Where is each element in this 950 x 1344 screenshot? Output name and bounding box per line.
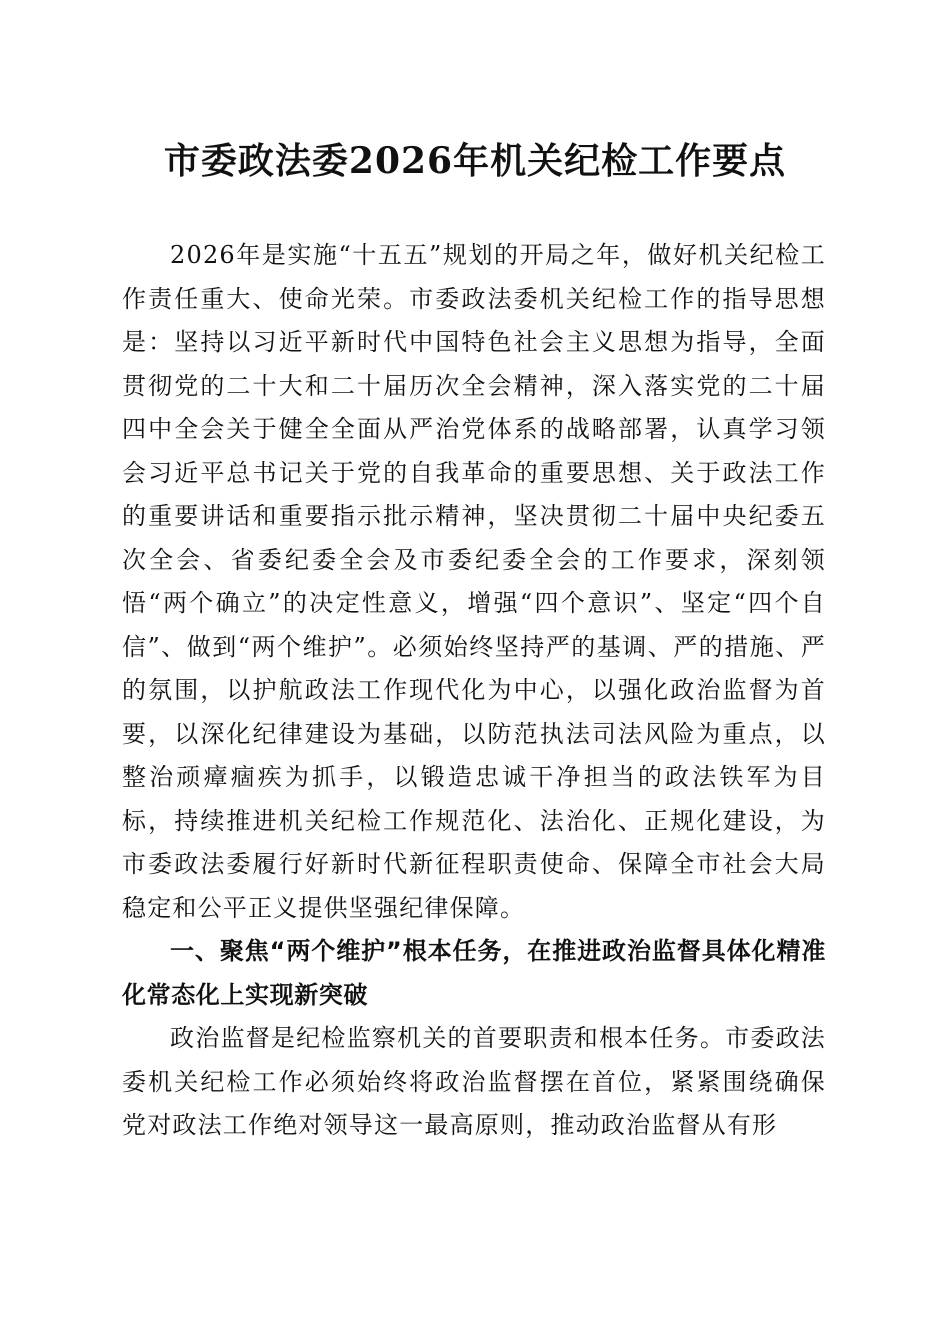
section-heading-1: 一、聚焦“两个维护”根本任务，在推进政治监督具体化精准化常态化上实现新突破 xyxy=(122,937,826,1009)
intro-paragraph: 2026年是实施“十五五”规划的开局之年，做好机关纪检工作责任重大、使命光荣。市委政法委机关纪检工作的指导思想是：坚持以习近平新时代中国特色社会主义思想为指导，全面贯彻党的二十大和二十届历次全会精神，深入落实党的二十届四中全会关于健全全面从严治党体系的战略部署，认真学习领会习近平总书记关于党的自我革命的重要思想、关于政法工作的重要讲话和重要指示批示精神，坚决贯彻二十届中央纪委五次全会、省委纪委全会及市委纪委全会的工作要求，深刻领悟“两个确立”的决定性意义，增强“四个意识”、坚定“四个自信”、做到“两个维护”。必须始终坚持严的基调、严的措施、严的氛围，以护航政法工作现代化为中心，以强化政治监督为首要，以深化纪律建设为基础，以防范执法司法风险为重点，以整治顽瘴痼疾为抓手，以锻造忠诚干净担当的政法铁军为目标，持续推进机关纪检工作规范化、法治化、正规化建设，为市委政法委履行好新时代新征程职责使命、保障全市社会大局稳定和公平正义提供坚强纪律保障。 xyxy=(122,241,826,922)
document-title: 市委政法委2026年机关纪检工作要点 xyxy=(163,140,787,182)
section-1-paragraph: 政治监督是纪检监察机关的首要职责和根本任务。市委政法委机关纪检工作必须始终将政治监督摆在首位，紧紧围绕确保党对政法工作绝对领导这一最高原则，推动政治监督从有形 xyxy=(122,1024,826,1139)
document-body xyxy=(122,234,826,1148)
